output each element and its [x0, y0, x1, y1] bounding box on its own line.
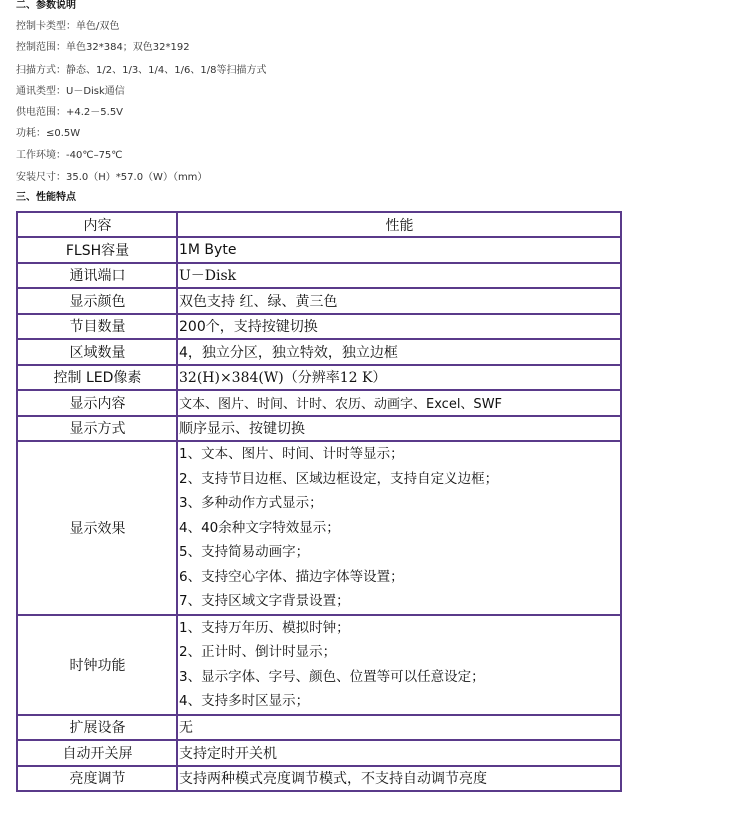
param-line: 功耗：≤0.5W	[16, 128, 81, 139]
row-key: 扩展设备	[17, 715, 177, 741]
list-item: 7、支持区域文字背景设置；	[179, 593, 350, 609]
table-row-clock	[17, 615, 621, 715]
row-value: 4，独立分区，独立特效，独立边框	[177, 339, 621, 365]
row-key: 显示内容	[17, 390, 177, 416]
table-row-effects	[17, 441, 621, 615]
list-item: 2、支持节目边框、区域边框设定，支持自定义边框；	[179, 470, 499, 487]
row-key: 亮度调节	[17, 766, 177, 792]
list-item: 1、文本、图片、时间、计时等显示；	[179, 446, 404, 462]
table-row	[17, 288, 621, 314]
row-value: 200个，支持按键切换	[177, 314, 621, 340]
row-value: 32(H)×384(W)（分辨率12 K）	[177, 365, 621, 391]
row-value: 顺序显示、按键切换	[177, 416, 621, 442]
row-key: 显示效果	[17, 441, 177, 615]
row-key: 节目数量	[17, 314, 177, 340]
table-row	[17, 339, 621, 365]
row-value: 文本、图片、时间、计时、农历、动画字、Excel、SWF	[177, 390, 621, 416]
param-line: 控制范围：单色32*384；双色32*192	[16, 42, 190, 53]
row-key: 控制 LED像素	[17, 365, 177, 391]
table-row	[17, 365, 621, 391]
row-value: 支持定时开关机	[177, 740, 621, 766]
row-key: 通讯端口	[17, 263, 177, 289]
param-line: 控制卡类型：单色/双色	[16, 21, 120, 32]
table-row	[17, 314, 621, 340]
table-header-row	[17, 212, 621, 237]
section-3-title: 三、性能特点	[16, 192, 76, 203]
table-row	[17, 766, 621, 792]
header-content: 内容	[17, 212, 177, 237]
param-line: 工作环境：-40℃–75℃	[16, 150, 123, 161]
table-row	[17, 416, 621, 442]
table-row	[17, 715, 621, 741]
spec-table	[16, 211, 622, 792]
row-value-list	[177, 441, 621, 615]
list-item: 4、40余种文字特效显示；	[179, 519, 340, 536]
table-row	[17, 237, 621, 263]
row-value: 无	[177, 715, 621, 741]
row-value: 1M Byte	[177, 237, 621, 263]
param-line: 通讯类型：U－Disk通信	[16, 86, 125, 97]
row-value: 双色支持 红、绿、黄三色	[177, 288, 621, 314]
table-row	[17, 263, 621, 289]
header-performance: 性能	[177, 212, 621, 237]
param-line: 扫描方式：静态、1/2、1/3、1/4、1/6、1/8等扫描方式	[16, 65, 267, 76]
row-value-list	[177, 615, 621, 715]
row-key: FLSH容量	[17, 237, 177, 263]
row-key: 显示颜色	[17, 288, 177, 314]
row-key: 自动开关屏	[17, 740, 177, 766]
param-line: 安装尺寸：35.0（H）*57.0（W）（mm）	[16, 172, 208, 183]
section-2-title: 二、参数说明	[16, 0, 76, 11]
table-row	[17, 740, 621, 766]
row-key: 区域数量	[17, 339, 177, 365]
list-item: 3、显示字体、字号、颜色、位置等可以任意设定；	[179, 668, 485, 685]
list-item: 1、支持万年历、模拟时钟；	[179, 619, 350, 636]
list-item: 6、支持空心字体、描边字体等设置；	[179, 568, 404, 585]
row-key: 显示方式	[17, 416, 177, 442]
table-row	[17, 390, 621, 416]
list-item: 5、支持简易动画字；	[179, 544, 310, 560]
list-item: 4、支持多时区显示；	[179, 693, 310, 709]
row-value: 支持两种模式亮度调节模式，不支持自动调节亮度	[177, 766, 621, 792]
row-value: U－Disk	[177, 263, 621, 289]
list-item: 3、多种动作方式显示；	[179, 495, 323, 511]
param-line: 供电范围：+4.2－5.5V	[16, 107, 124, 118]
list-item: 2、正计时、倒计时显示；	[179, 644, 337, 660]
row-key: 时钟功能	[17, 615, 177, 715]
